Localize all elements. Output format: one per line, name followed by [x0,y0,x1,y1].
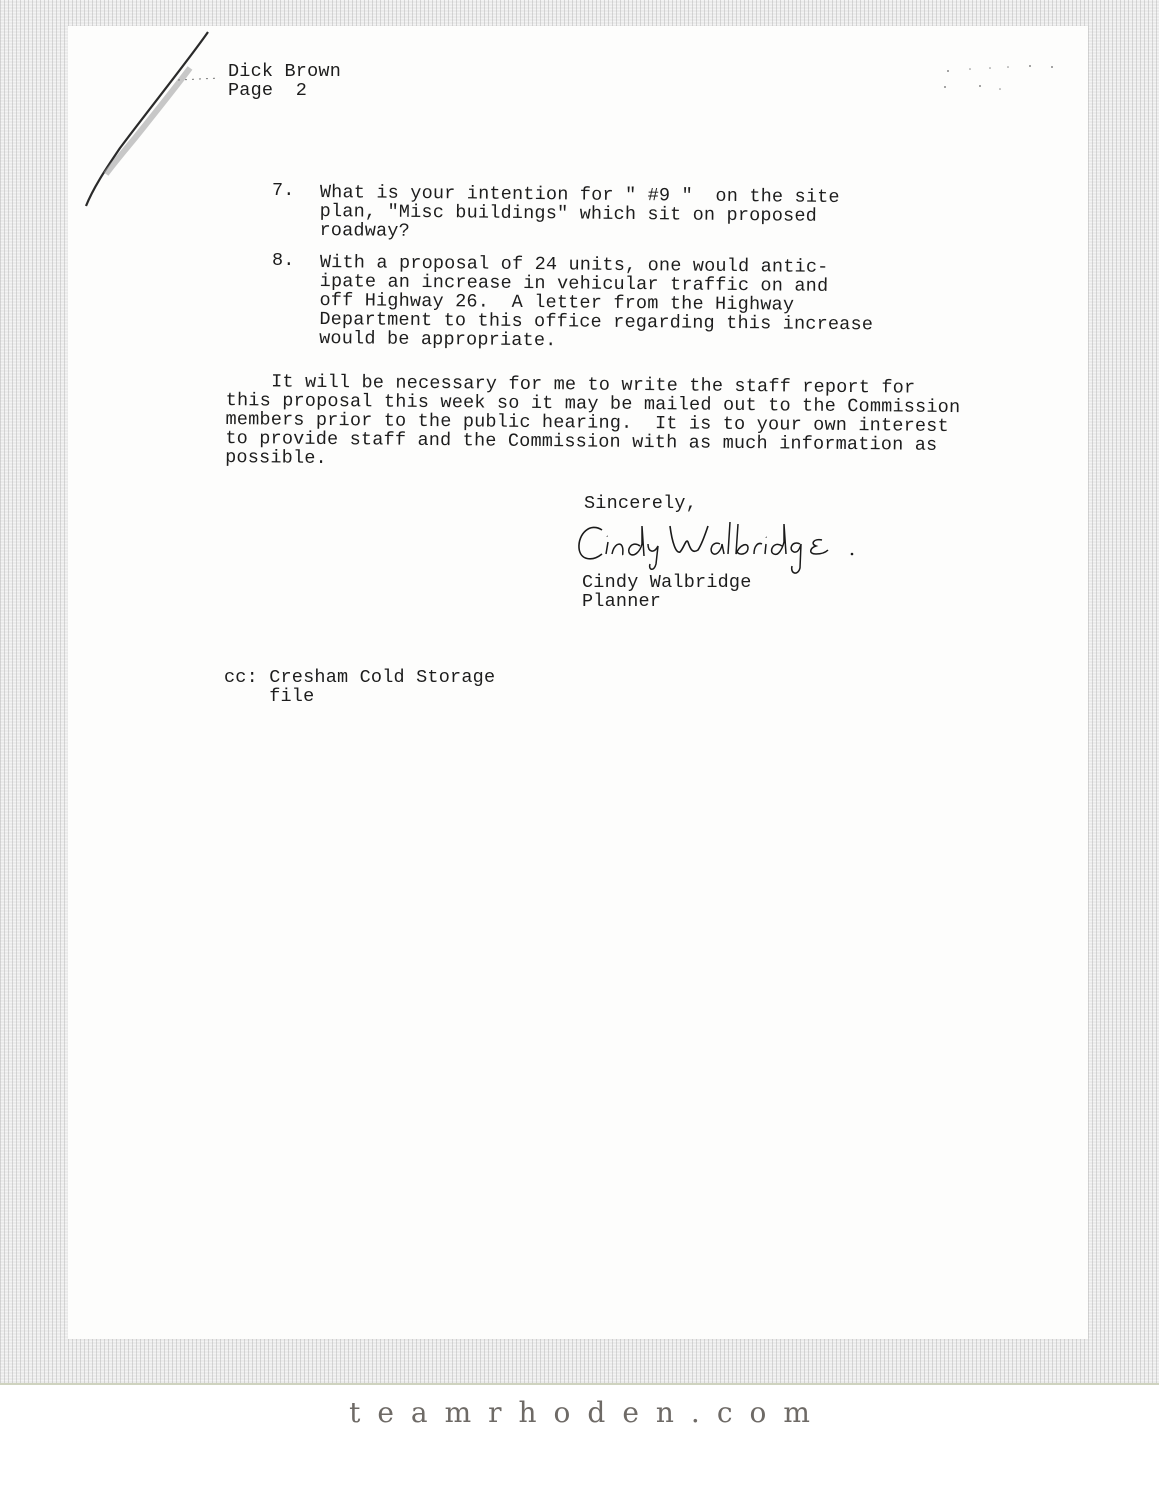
footer-site-name: teamrhoden.com [349,1396,827,1429]
letter-header [228,62,341,100]
item-8-text: With a proposal of 24 units, one would antic- ipate an increase in vehicular traffic on and off Highway 26. A letter from the Highway Department to this office regarding this increase would be appropriate. [319,252,874,352]
signer-name: Cindy Walbridge [582,572,752,593]
item-8-number: 8. [272,250,295,271]
signer-block [582,573,752,611]
closing-salutation: Sincerely, [584,493,698,514]
page-number: Page 2 [228,80,308,101]
item-7-text: What is your intention for " #9 " on the site plan, "Misc buildings" which sit on proposed roadway? [319,182,840,242]
signer-title: Planner [582,591,662,612]
scan-specks [920,60,1070,100]
item-7-number: 7. [272,180,295,201]
cc-list: cc: Cresham Cold Storage file [224,667,496,707]
footer-divider [0,1383,1159,1385]
pen-stroke-mark [80,28,220,213]
body-paragraph: It will be necessary for me to write the staff report for this proposal this week so it may be mailed out to the Commission members prior to the public hearing. It is to your own interest to provide staff and the Commission with as much information as possible. [225,371,961,469]
recipient-name: Dick Brown [228,61,342,82]
